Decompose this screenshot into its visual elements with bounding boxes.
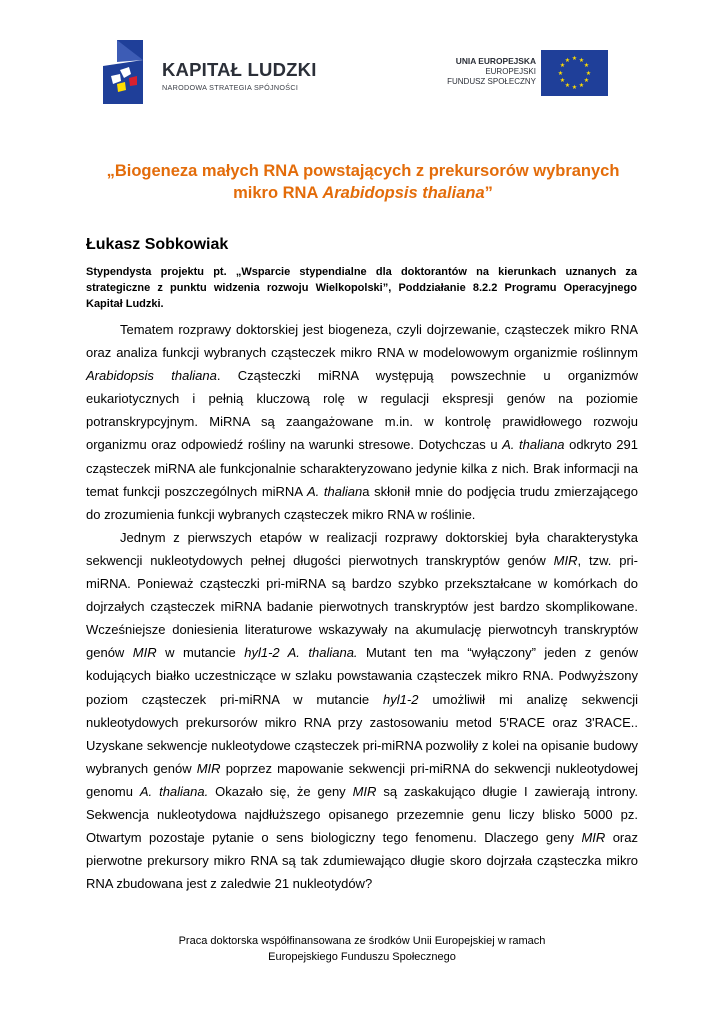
p2-s4: Mutant ten ma “wyłączony” jeden z genów kodujących białko uczestniczące w szlaku powstawania cząsteczek mikro RNA. Podwyższony poziom cząsteczek pri-miRNA w mutancie [86,645,638,707]
p1-i3: A. thalian [306,483,363,499]
svg-text:★: ★ [557,70,564,77]
svg-text:★: ★ [564,57,571,64]
eu-line2: EUROPEJSKI [485,66,536,76]
p1-s3: odkryto 291 cząsteczek miRNA ale funkcjonalnie scharakteryzowano jedynie kilka z nich. Brak informacji na temat funkcji poszczególnych miRNA [86,437,638,499]
svg-text:★: ★ [559,62,566,69]
paragraph-2 [86,526,638,896]
p2-i5: MIR [196,760,221,776]
page-header [0,0,725,110]
p2-s6: poprzez mapowanie sekwencji pri-miRNA do sekwencji nukleotydowej genomu [86,760,639,799]
title-line2 [60,182,666,204]
p2-i3: hyl1-2 A. thaliana. [244,645,358,661]
eu-line3: FUNDUSZ SPOŁECZNY [447,77,536,86]
svg-text:★: ★ [571,55,578,62]
eu-fund-text [430,56,536,88]
p2-s5: umożliwił mi analizę sekwencji nukleotydowych prekursorów mikro RNA przy zastosowaniu metod 5'RACE oraz 3'RACE.. Uzyskane sekwencje nukleotydowe cząsteczek pri-miRNA pozwoliły z kolei na opisanie budowy wybranych genów [86,691,638,776]
p2-i1: MIR [553,552,578,568]
svg-text:★: ★ [564,82,571,89]
title-line2-text: mikro RNA [233,184,323,202]
p2-s8: są zaskakująco długie I zawierają introny. Sekwencja nukleotydowa najdłuższego opisanego przezemnie genu liczy blisko 5000 pz. Otwartym pozostaje pytanie o sens biologiczny tego fenomenu. Dlaczego geny [86,783,639,846]
p2-s7: Okazało się, że geny [208,783,353,799]
svg-text:★: ★ [578,82,585,89]
kapital-ludzki-title: KAPITAŁ LUDZKI [162,59,317,80]
p1-i1: Arabidopsis thaliana [86,368,217,384]
p2-s3: w mutancie [156,645,245,661]
p2-i2: MIR [132,645,157,661]
p1-s2: . Cząsteczki miRNA występują powszechnie u organizmów eukariotycznych i pełnią kluczową rolę w regulacji ekspresji genów na poziomie potranskrypcyjnym. MiRNA są zaangażowane m.in. w kontrolę prawidłowego rozwoju organizmu oraz odpowiedź rośliny na warunki stresowe. Dotychczas u [86,368,639,453]
footer-line1: Praca doktorska współfinansowana ze środków Unii Europejskiej w ramach [178,935,546,947]
p1-s1: Tematem rozprawy doktorskiej jest biogeneza, czyli dojrzewanie, cząsteczek mikro RNA oraz analiza funkcji wybranych cząsteczek mikro RNA w modelowowym organizmie roślinnym [86,322,638,361]
svg-text:★: ★ [585,70,592,77]
thesis-title [60,160,666,204]
p2-i8: MIR [581,830,606,846]
p2-s1: Jednym z pierwszych etapów w realizacji rozprawy doktorskiej była charakterystyka sekwencji nukleotydowych pełnej długości pierwotnych transkryptów genów [86,529,638,568]
eu-line1: UNIA EUROPEJSKA [455,56,536,66]
author-name: Łukasz Sobkowiak [86,236,229,253]
title-line2-end: ” [484,184,493,202]
p2-i6: A. thaliana. [139,783,209,799]
svg-text:★: ★ [559,77,566,84]
title-species: Arabidopsis thaliana [322,184,485,202]
kapital-ludzki-logo-icon [103,40,159,104]
svg-text:★: ★ [571,84,578,91]
abstract-body [86,318,638,895]
svg-text:★: ★ [583,77,590,84]
p1-s4: a skłonił mnie do podjęcia trudu zmierzającego do zrozumienia funkcji wybranych cząsteczek mikro RNA w roślinie. [86,483,638,522]
kapital-ludzki-subtitle: NARODOWA STRATEGIA SPÓJNOŚCI [162,83,299,92]
p2-s2: , tzw. pri-miRNA. Ponieważ cząsteczki pri-miRNA są bardzo szybko przekształcane w komórkach do dojrzałych cząsteczek miRNA badanie pierwotnych transkryptów jest bardzo skomplikowane. Wcześniejsze doniesienia literaturowe wskazywały na akumulację pierwotncyh transkryptów genów [86,552,638,661]
footer-line2: Europejskiego Funduszu Społecznego [268,950,456,963]
funding-statement: Stypendysta projektu pt. „Wsparcie stypendialne dla doktorantów na kierunkach uznanych za strategiczne z punktu widzenia rozwoju Wielkopolski”, Poddziałanie 8.2.2 Programu Operacyjnego Kapitał Ludzki. [86,266,637,310]
title-line1: „Biogeneza małych RNA powstających z prekursorów wybranych [106,162,620,180]
p2-i7: MIR [352,783,377,799]
p2-s9: oraz pierwotne prekursory mikro RNA są tak zdumiewająco długie skoro dojrzała cząsteczka mikro RNA zbudowana jest z zaledwie 21 nukleotydów? [86,830,638,892]
p2-i4: hyl1-2 [383,691,419,707]
svg-text:★: ★ [578,57,585,64]
page-footer [86,934,638,965]
svg-text:★: ★ [583,62,590,69]
p1-i2: A. thaliana [502,437,565,453]
eu-flag-icon [541,50,608,96]
kapital-ludzki-wordmark [162,60,317,92]
paragraph-1 [86,318,638,526]
